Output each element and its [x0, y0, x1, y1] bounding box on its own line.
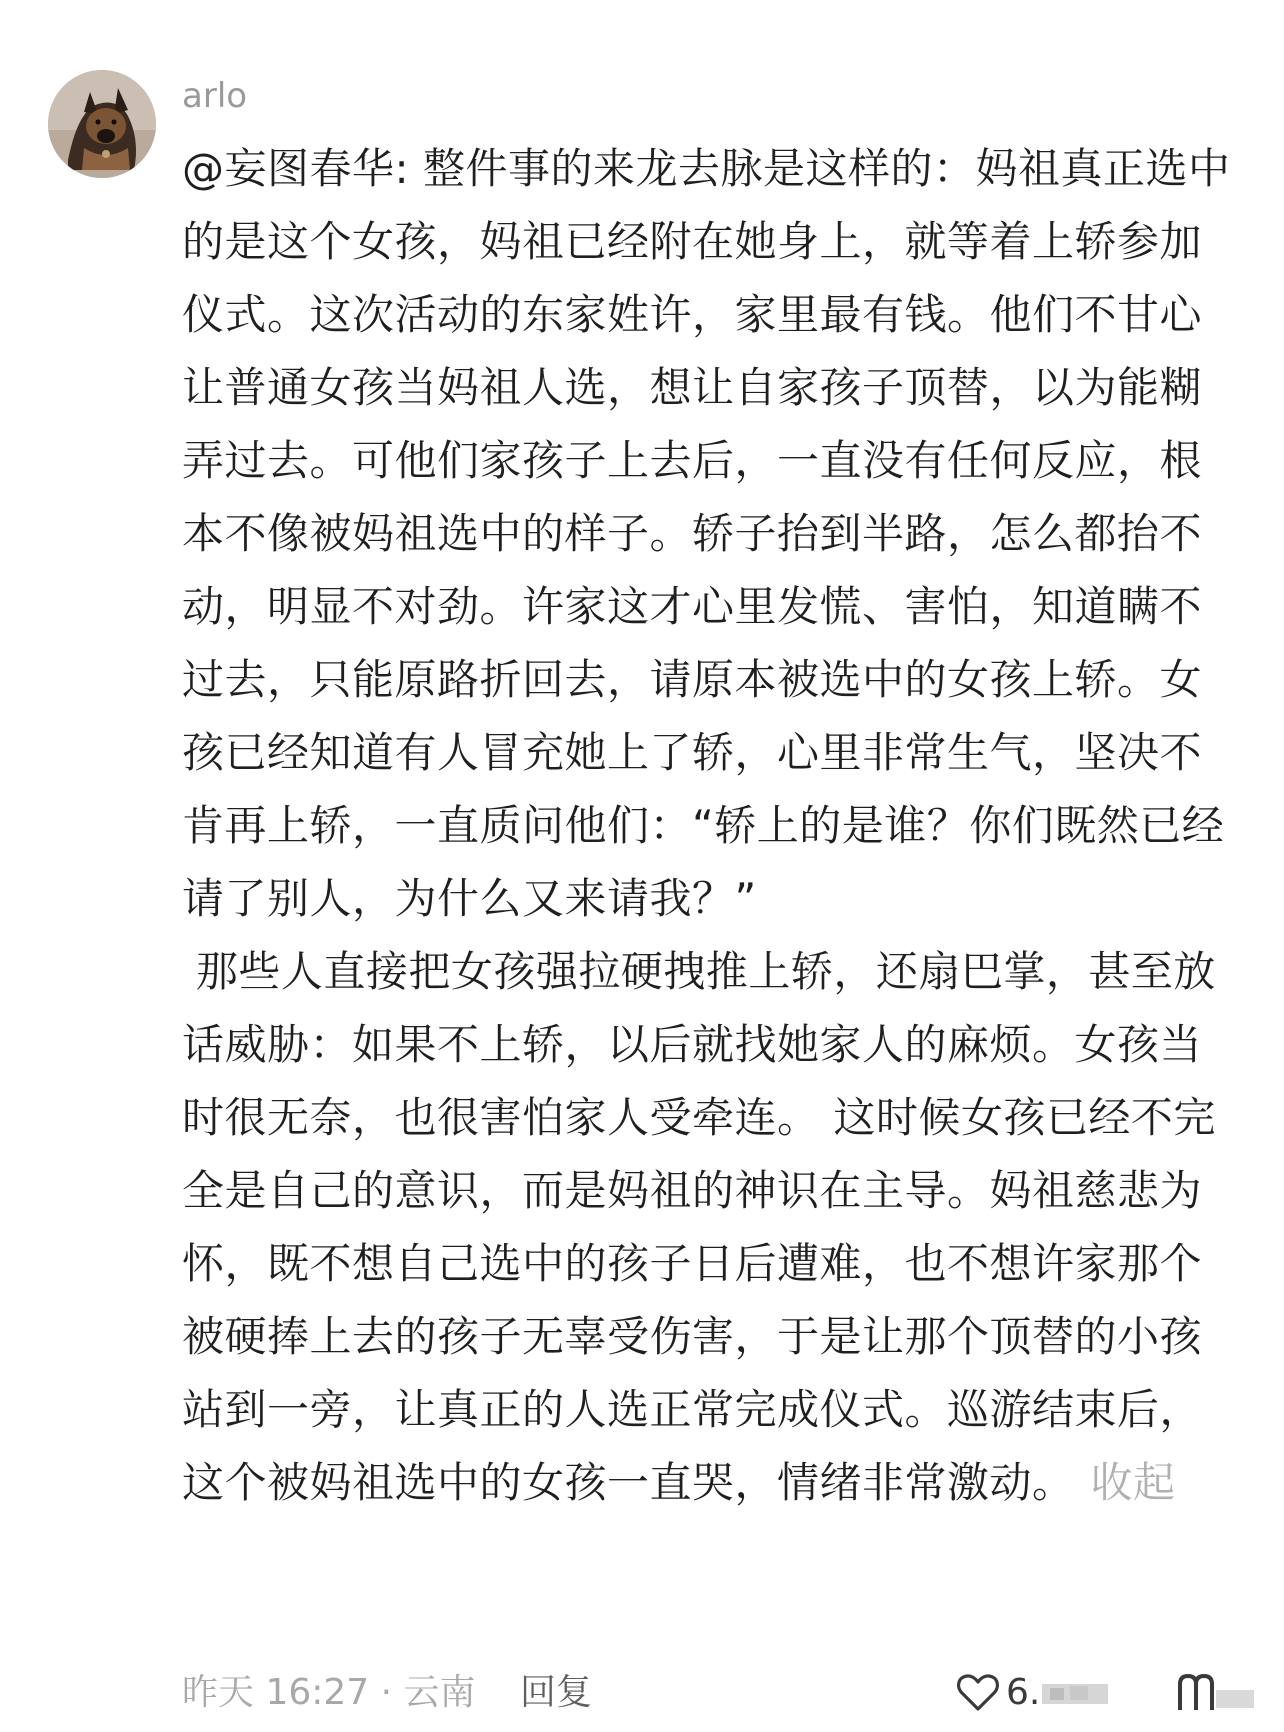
watermark-blur-icon [1040, 1678, 1110, 1708]
comment-text: @妄图春华: 整件事的来龙去脉是这样的：妈祖真正选中的是这个女孩，妈祖已经附在她身上，就等着上轿参加仪式。这次活动的东家姓许，家里最有钱。他们不甘心让普通女孩当妈祖人选，想让自家孩子顶替，以为能糊弄过去。可他们家孩子上去后，一直没有任何反应，根本不像被妈祖选中的样子。轿子抬到半路，怎么都抬不动，明显不对劲。许家这才心里发慌、害怕，知道瞒不过去，只能原路折回去，请原本被选中的女孩上轿。女孩已经知道有人冒充她上了轿，心里非常生气，坚决不肯再上轿，一直质问他们：“轿上的是谁？你们既然已经请了别人，为什么又来请我？” 那些人直接把女孩强拉硬拽推上轿，还扇巴掌，甚至放话威胁：如果不上轿，以后就找她家人的麻烦。女孩当时很无奈，也很害怕家人受牵连。 这时候女孩已经不完全是自己的意识，而是妈祖的神识在主导。妈祖慈悲为怀，既不想自己选中的孩子日后遭难，也不想许家那个被硬捧上去的孩子无辜受伤害，于是让那个顶替的小孩站到一旁，让真正的人选正常完成仪式。巡游结束后，这个被妈祖选中的女孩一直哭，情绪非常激动。 [182, 144, 1231, 1507]
comment-footer [182, 1668, 1262, 1718]
comment-body [182, 132, 1244, 1519]
weibo-watermark-icon [1172, 1668, 1258, 1718]
dog-avatar-image [48, 70, 156, 178]
avatar[interactable] [48, 70, 156, 178]
heart-outline-icon [956, 1673, 1000, 1713]
like-button[interactable] [956, 1670, 1116, 1716]
collapse-link[interactable]: 收起 [1090, 1458, 1176, 1507]
like-count: 6. [1006, 1672, 1041, 1713]
comment-meta: 昨天 16:27 · 云南 [182, 1672, 476, 1713]
reply-button[interactable]: 回复 [520, 1672, 593, 1713]
username[interactable]: arlo [182, 76, 248, 116]
